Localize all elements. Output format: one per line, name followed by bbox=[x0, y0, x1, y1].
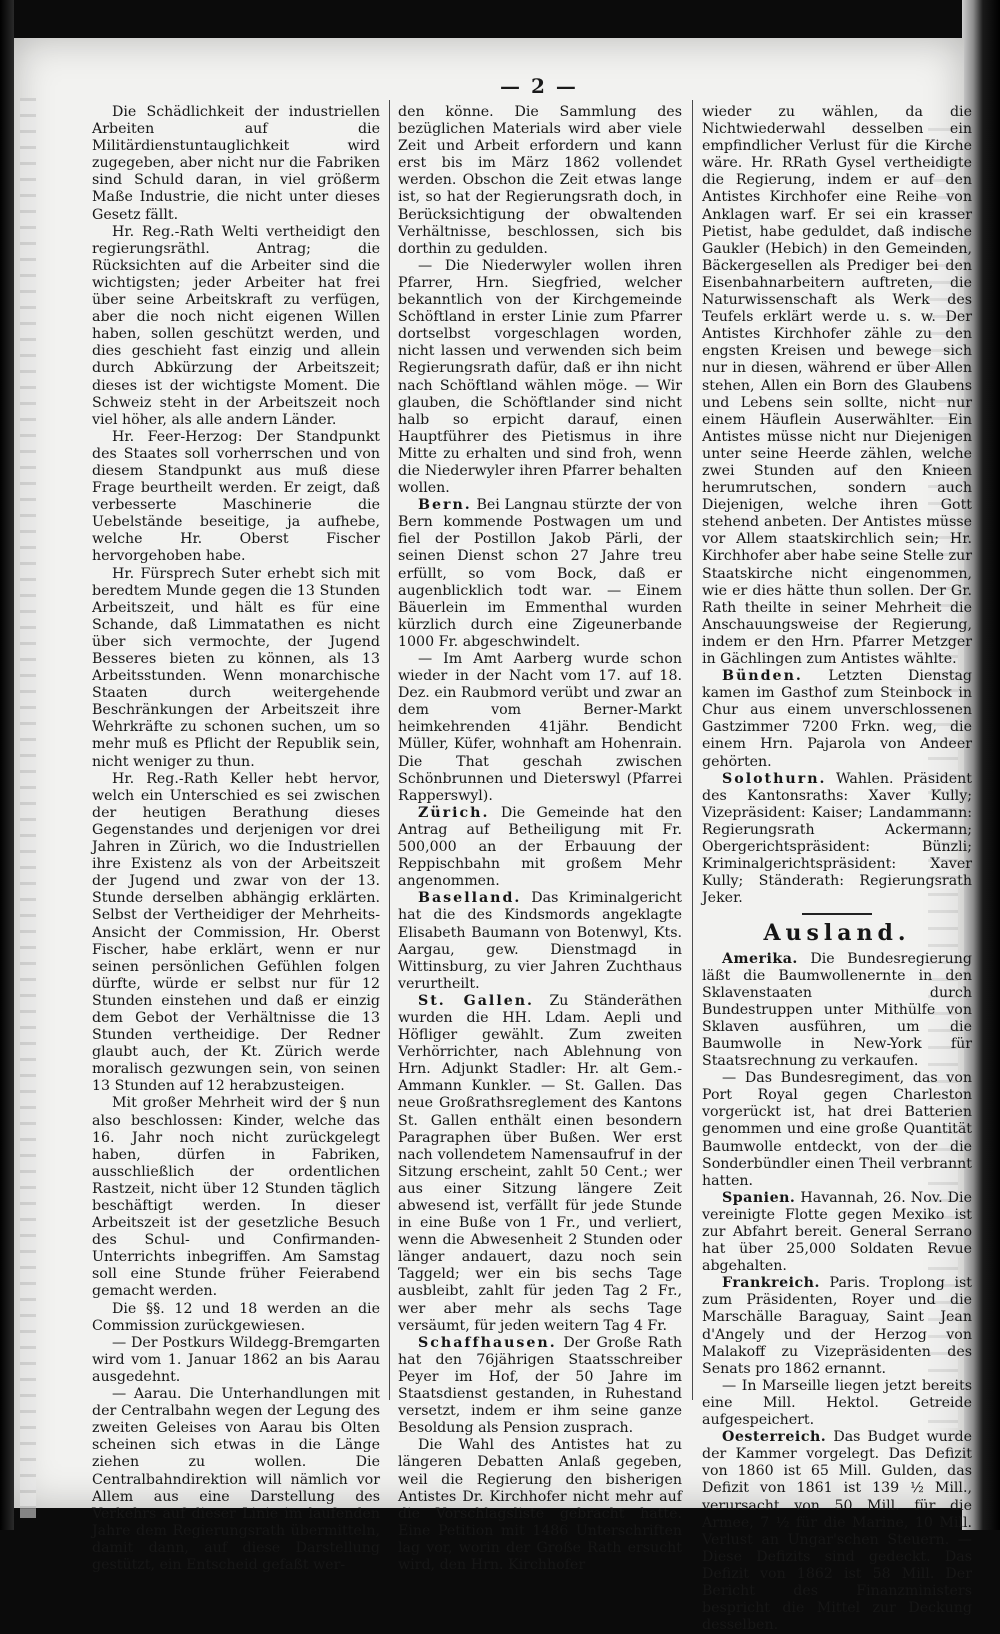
place-lead: Bünden. bbox=[722, 668, 803, 685]
paragraph: Hr. Reg.-Rath Welti vertheidigt den regierungsräthl. Antrag; die Rücksichten auf die Arbeiter sind die wichtigsten; jeder Arbeiter hat frei über seine Arbeitskraft zu verfügen, aber die noch nicht eigenen Willen haben, sollen geschützt werden, und dies geschieht fast einzig und allein durch Abkürzung der Arbeitszeit; dieses ist der wichtigste Moment. Die Schweiz steht in der Arbeitszeit noch viel höher, als alle andern Länder. bbox=[92, 223, 380, 428]
column-2 bbox=[398, 104, 682, 1574]
column-rule bbox=[389, 100, 390, 1400]
paragraph: — In Marseille liegen jetzt bereits eine Mill. Hektol. Getreide aufgespeichert. bbox=[702, 1377, 972, 1429]
paragraph: Hr. Reg.-Rath Keller hebt hervor, welch ein Unterschied es sei zwischen der heutigen Berathung dieses Gegenstandes und derjenigen vor drei Jahren in Zürich, wo die Industriellen ihre Existenz als von der Arbeitszeit der Jugend und zwar von der 13. Stunde derselben abhängig erklärten. Selbst der Vertheidiger der Mehrheits-Ansicht der Commission, Hr. Oberst Fischer, habe erklärt, wenn er nur seinen persönlichen Gefühlen folgen dürfte, würde er selbst nur für 12 Stunden einstehen und daß er einzig dem Gebot der Verhältnisse die 13 Stunden vertheidige. Der Redner glaubt auch, der Kt. Zürich werde moralisch gezwungen sein, von seinen 13 Stunden auf 12 herabzusteigen. bbox=[92, 770, 380, 1095]
place-lead: Baselland. bbox=[418, 890, 522, 907]
section-heading-ausland: Ausland. bbox=[763, 920, 911, 947]
paragraph: Hr. Feer-Herzog: Der Standpunkt des Staates soll vorherrschen und von diesem Standpunkt aus muß diese Frage beurtheilt werden. Er zeigt, daß verbesserte Maschinerie die Uebelstände beseitige, ja aufhebe, welche Hr. Oberst Fischer hervorgehoben habe. bbox=[92, 428, 380, 565]
page-number: — 2 — bbox=[500, 74, 578, 98]
country-lead: Frankreich. bbox=[722, 1275, 820, 1292]
paragraph: Solothurn. Wahlen. Präsident des Kantonsraths: Xaver Kully; Vizepräsident: Kaiser; Landammann: Regierungsrath Ackermann; Obergerichtspräsident: Bünzli; Kriminalgerichtspräsident: Xaver Kully; Ständerath: Regierungsrath Jeker. bbox=[702, 770, 972, 907]
country-lead: Spanien. bbox=[722, 1189, 796, 1206]
place-lead: Solothurn. bbox=[722, 770, 827, 787]
paragraph: — Der Postkurs Wildegg-Bremgarten wird vom 1. Januar 1862 an bis Aarau ausgedehnt. bbox=[92, 1334, 380, 1385]
paragraph: Die Schädlichkeit der industriellen Arbeiten auf die Militärdienstuntauglichkeit wird zugegeben, aber nicht nur die Fabriken sind Schuld daran, in viel größerm Maße Industrie, die nicht unter dieses Gesetz fällt. bbox=[92, 104, 380, 223]
paragraph: Frankreich. Paris. Troplong ist zum Präsidenten, Royer und die Marschälle Baraguay, Saint Jean d'Angely und der Herzog von Malakoff zu Vizepräsidenten des Senats pro 1862 ernannt. bbox=[702, 1275, 972, 1377]
paragraph: Schaffhausen. Der Große Rath hat den 76jährigen Staatsschreiber Peyer im Hof, der 50 Jahre im Staatsdienst gestanden, in Ruhestand versetzt, indem er ihm seine ganze Besoldung als Pension zusprach. bbox=[398, 1334, 682, 1437]
paragraph: Hr. Fürsprech Suter erhebt sich mit beredtem Munde gegen die 13 Stunden Arbeitszeit, und hält es für eine Schande, daß Limmatathen es nicht über sich vermochte, der Jugend Besseres bieten zu können, als 13 Arbeitsstunden. Wenn monarchische Staaten durch weitergehende Beschränkungen der Arbeitszeit ihre Wehrkräfte zu schonen suchen, um so mehr muß es Pflicht der Republik sein, nicht weniger zu thun. bbox=[92, 565, 380, 770]
paragraph: Baselland. Das Kriminalgericht hat die des Kindsmords angeklagte Elisabeth Baumann von Botenwyl, Kts. Aargau, gew. Dienstmagd in Wittinsburg, zu vier Jahren Zuchthaus verurtheilt. bbox=[398, 890, 682, 992]
paragraph: Spanien. Havannah, 26. Nov. Die vereinigte Flotte gegen Mexiko ist zur Abfahrt bereit. General Serrano hat über 25,000 Soldaten Revue abgehalten. bbox=[702, 1189, 972, 1275]
paragraph: Bern. Bei Langnau stürzte der von Bern kommende Postwagen um und fiel der Postillon Jakob Pärli, der seinen Dienst schon 27 Jahre treu erfüllt, so vom Bock, daß er augenblicklich todt war. — Einem Bäuerlein im Emmenthal wurden kürzlich durch eine Zigeunerbande 1000 Fr. abgeschwindelt. bbox=[398, 497, 682, 650]
place-lead: Schaffhausen. bbox=[418, 1334, 557, 1351]
paragraph: — Aarau. Die Unterhandlungen mit der Centralbahn wegen der Legung des zweiten Geleises von Aarau bis Olten scheinen sich etwas in die Länge ziehen zu wollen. Die Centralbahndirektion will nämlich vor Allem aus eine Darstellung des Verkehrs auf dieser Linie im laufenden Jahre dem Regierungsrath übermitteln, damit dann, auf diese Darstellung gestützt, ein Entscheid gefaßt wer- bbox=[92, 1386, 380, 1573]
column-rule bbox=[692, 100, 693, 1400]
place-lead: Bern. bbox=[418, 497, 472, 514]
paragraph: den könne. Die Sammlung des bezüglichen Materials wird aber viele Zeit und Arbeit erfordern und kann erst bis im März 1862 vollendet werden. Obschon die Zeit etwas lange ist, so hat der Regierungsrath doch, in Berücksichtigung der obwaltenden Verhältnisse, beschlossen, sich bis dorthin zu gedulden. bbox=[398, 104, 682, 257]
paragraph: St. Gallen. Zu Ständeräthen wurden die HH. Ldam. Aepli und Höfliger gewählt. Zum zweiten Verhörrichter, nach Ablehnung von Hrn. Adjunkt Stadler: Hr. alt Gem.-Ammann Kunkler. — St. Gallen. Das neue Großrathsreglement des Kantons St. Gallen enthält einen besondern Paragraphen über Bußen. Wer erst nach vollendetem Namensaufruf in der Sitzung erscheint, zahlt 50 Cent.; wer aus einer Sitzung längere Zeit abwesend ist, verfällt für jede Stunde in eine Buße von 1 Fr., und verliert, wenn die Abwesenheit 2 Stunden oder länger andauert, dazu noch sein Taggeld; wer ein bis sechs Tage ausbleibt, zahlt für jeden Tag 2 Fr., wer aber mehr als sechs Tage versäumt, für jeden weitern Tag 4 Fr. bbox=[398, 992, 683, 1334]
place-lead: Zürich. bbox=[418, 804, 490, 821]
column-1 bbox=[92, 104, 380, 1574]
country-lead: Oesterreich. bbox=[722, 1429, 827, 1446]
paragraph: Bünden. Letzten Dienstag kamen im Gasthof zum Steinbock in Chur aus einem unverschlossenen Gastzimmer 7200 Frkn. weg, die einem Hrn. Pajarola von Andeer gehörten. bbox=[702, 668, 972, 770]
paragraph: Mit großer Mehrheit wird der § nun also beschlossen: Kinder, welche das 16. Jahr noch nicht zurückgelegt haben, dürfen in Fabriken, ausschließlich der ordentlichen Rastzeit, nicht über 12 Stunden täglich beschäftigt werden. In dieser Arbeitszeit ist der gesetzliche Besuch des Schul- und Confirmanden-Unterrichts inbegriffen. Am Samstag soll eine Stunde früher Feierabend gemacht werden. bbox=[92, 1095, 380, 1300]
paragraph: Die Wahl des Antistes hat zu längeren Debatten Anlaß gegeben, weil die Regierung den bisherigen Antistes Dr. Kirchhofer nicht mehr auf die Vorschlagsliste gebracht hatte. Eine Petition mit 1486 Unterschriften lag vor, worin der Große Rath ersucht wird, den Hrn. Kirchhofer bbox=[398, 1437, 682, 1573]
paragraph: Die §§. 12 und 18 werden an die Commission zurückgewiesen. bbox=[92, 1300, 380, 1334]
paragraph: Zürich. Die Gemeinde hat den Antrag auf Betheiligung mit Fr. 500,000 an der Erbauung der Reppischbahn mit großem Mehr angenommen. bbox=[398, 804, 682, 890]
paragraph: — Im Amt Aarberg wurde schon wieder in der Nacht vom 17. auf 18. Dez. ein Raubmord verübt und zwar an dem vom Berner-Markt heimkehrenden 41jähr. Bendicht Müller, Küfer, wohnhaft am Hohenrain. Die That geschah zwischen Schönbrunnen und Dieterswyl (Pfarrei Rapperswyl). bbox=[398, 651, 682, 804]
bleed-through-left bbox=[20, 98, 36, 1518]
paragraph: Oesterreich. Das Budget wurde der Kammer vorgelegt. Das Defizit von 1860 ist 65 Mill. Gulden, das Defizit von 1861 ist 139 ½ Mill., verursacht von 50 Mill. für die Armee, 7 ½ für die Marine, 10 Mill. Verlust an Ungar'schen Steuern. — Diese Defizits sind gedeckt. Das Defizit von 1862 ist 58 Mill. Der Bericht des Finanzministers bespricht die Mittel zur Deckung desselben. bbox=[702, 1429, 972, 1634]
section-divider bbox=[802, 913, 872, 915]
paragraph: — Das Bundesregiment, das von Port Royal gegen Charleston vorgerückt ist, hat drei Batterien genommen und eine große Quantität Baumwolle entdeckt, von der die Sonderbündler einen Theil verbrannt hatten. bbox=[702, 1070, 972, 1189]
scan-edge-left bbox=[0, 0, 14, 1530]
paragraph: — Die Niederwyler wollen ihren Pfarrer, Hrn. Siegfried, welcher bekanntlich von der Kirchgemeinde Schöftland in erster Linie zum Pfarrer dortselbst vorgeschlagen worden, nicht lassen und verwenden sich beim Regierungsrath dafür, daß er ihn nicht nach Schöftland wählen möge. — Wir glauben, die Schöftlander sind nicht halb so erpicht darauf, einen Hauptführer des Pietismus in ihre Mitte zu erhalten und sind froh, wenn die Niederwyler ihren Pfarrer behalten wollen. bbox=[398, 257, 682, 497]
place-lead: St. Gallen. bbox=[418, 992, 534, 1009]
paragraph: wieder zu wählen, da die Nichtwiederwahl desselben ein empfindlicher Verlust für die Kirche wäre. Hr. RRath Gysel vertheidigte die Regierung, indem er auf den Antistes Kirchhofer eine Reihe von Anklagen warf. Er sei ein krasser Pietist, habe geduldet, daß indische Gaukler (Hebich) in den Gemeinden, Bäckergesellen als Prediger bei den Eisenbahnarbeitern auftreten, die Naturwissenschaft als Werk des Teufels erklärt werde u. s. w. Der Antistes Kirchhofer zähle zu den engsten Kreisen und bewege sich nur in diesen, während er über Allen stehen, Allen ein Born des Glaubens und Lebens sein sollte, nicht nur einem Häuflein Auserwählter. Ein Antistes müsse nicht nur Diejenigen unter seine Heerde zählen, welche zwei Stunden auf den Knieen herumrutschen, sondern auch Diejenigen, welche ihren Gott stehend anbeten. Der Antistes müsse vor Allem staatskirchlich sein; Hr. Kirchhofer aber habe seine Stelle zur Staatskirche nicht eingenommen, wie er dies hätte thun sollen. Der Gr. Rath theilte in seiner Mehrheit die Anschauungsweise der Regierung, indem er den Hrn. Pfarrer Metzger in Gächlingen zum Antistes wählte. bbox=[702, 104, 972, 667]
country-lead: Amerika. bbox=[722, 950, 798, 967]
column-3 bbox=[702, 104, 972, 1634]
paragraph: Amerika. Die Bundesregierung läßt die Baumwollenernte in den Sklavenstaaten durch Bundestruppen unter Mithülfe von Sklaven ausführen, um die Baumwolle in New-York für Staatsrechnung zu verkaufen. bbox=[702, 950, 972, 1070]
